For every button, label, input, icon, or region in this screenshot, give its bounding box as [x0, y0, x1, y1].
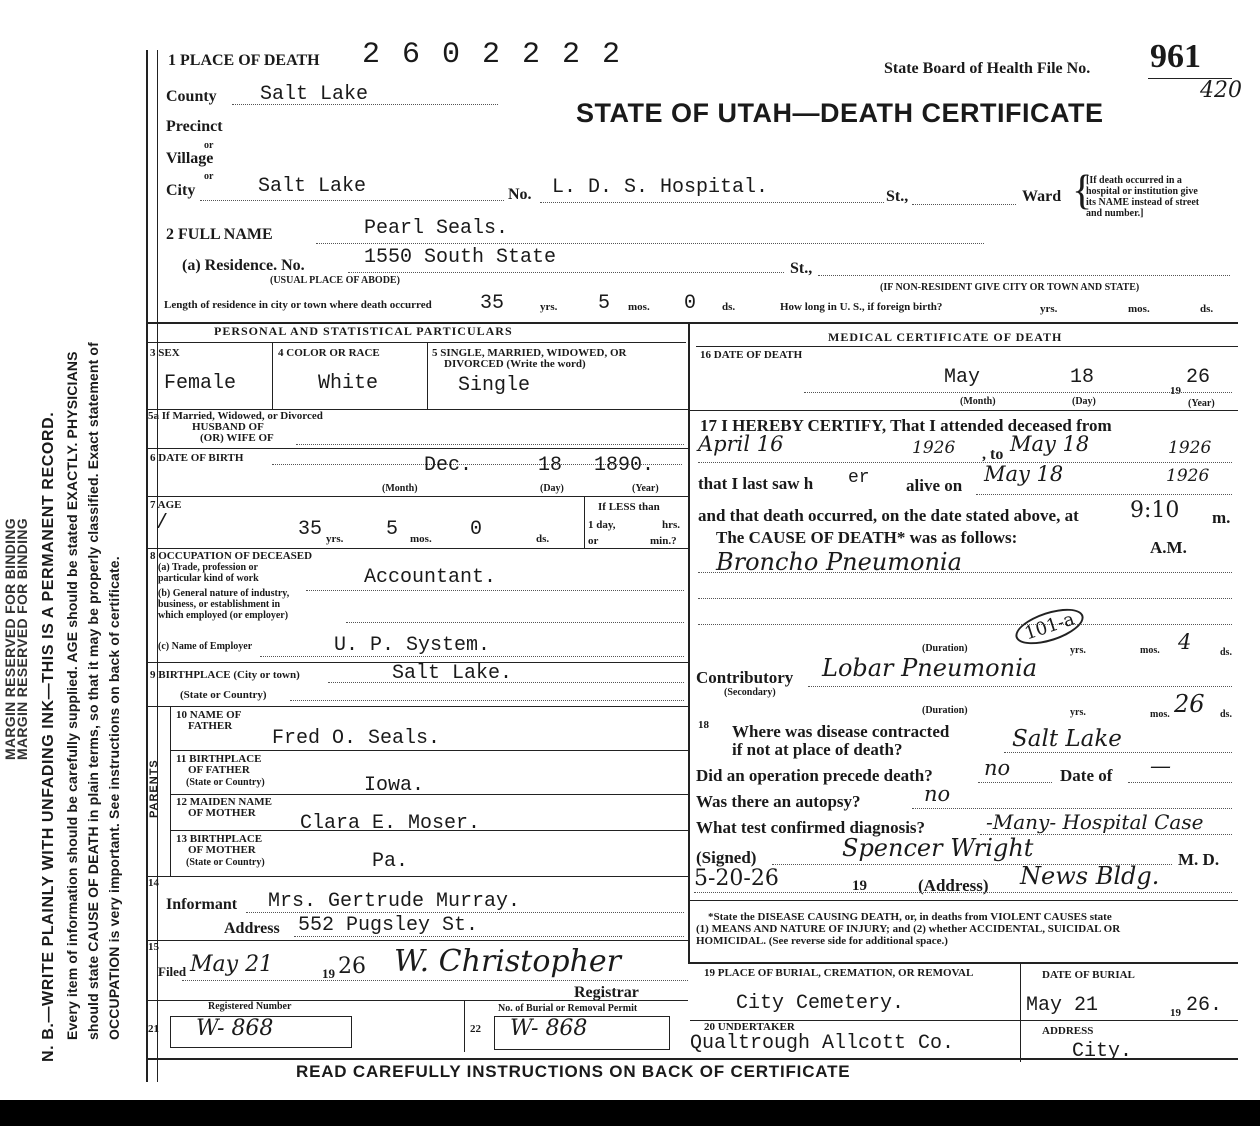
father-birthplace-value: Iowa. [364, 774, 425, 797]
mos-label: mos. [1140, 645, 1160, 656]
mother-birthplace-label-3: (State or Country) [186, 857, 265, 868]
attended-to-year: 1926 [1168, 438, 1212, 458]
sex-value: Female [164, 372, 237, 395]
item-21-number: 21 [148, 1023, 159, 1035]
date-of-birth-label: 6 DATE OF BIRTH [150, 452, 244, 464]
burial-date-value: May 21 [1026, 994, 1099, 1017]
signed-date-value: 5-20-26 [694, 866, 779, 891]
binding-margin-note: MARGIN RESERVED FOR BINDING [2, 518, 18, 760]
year-caption: (Year) [632, 483, 659, 494]
age-mos-value: 5 [386, 518, 399, 541]
color-race-value: White [318, 372, 379, 395]
dob-year-value: 1890. [594, 454, 655, 477]
margin-instruction-4: OCCUPATION is very important. See instructions on back of certificate. [106, 556, 122, 1040]
precinct-label: Precinct [166, 118, 223, 135]
contributory-label: Contributory [696, 668, 794, 687]
mother-birthplace-label: 13 BIRTHPLACE [176, 833, 263, 845]
birthplace-label: 9 BIRTHPLACE (City or town) [150, 669, 300, 681]
contributory-value: Lobar Pneumonia [822, 654, 1038, 682]
employer-value: U. P. System. [334, 634, 491, 657]
city-label: City [166, 182, 196, 199]
footer-instructions: READ CAREFULLY INSTRUCTIONS ON BACK OF CERTIFICATE [296, 1062, 851, 1081]
ward-note-line-1: [If death occurred in a [1086, 175, 1182, 186]
sex-label: 3 SEX [150, 347, 180, 359]
occupation-label-b: (b) General nature of industry, [158, 588, 290, 599]
ds-label: ds. [1220, 709, 1232, 720]
length-yrs-value: 35 [480, 292, 505, 315]
age-yrs-value: 35 [298, 518, 323, 541]
cause-duration-mos: 4 [1178, 630, 1192, 654]
cause-code-value: 101-a [1011, 602, 1088, 652]
father-birthplace-label-2: OF FATHER [188, 764, 250, 776]
margin-instruction-2: Every item of information should be carefully supplied. AGE should be stated EXACTLY. PHYSICIANS [64, 351, 80, 1040]
permit-number-label: No. of Burial or Removal Permit [498, 1003, 638, 1014]
filed-label: Filed [158, 964, 187, 979]
burial-place-value: City Cemetery. [736, 992, 905, 1015]
contracted-label: Where was disease contracted [732, 722, 950, 741]
operation-date-value: — [1150, 754, 1171, 778]
mos-label: mos. [1128, 303, 1150, 315]
father-birthplace-label-3: (State or Country) [186, 777, 265, 788]
length-ds-value: 0 [684, 292, 697, 315]
father-name-label-2: FATHER [188, 720, 233, 732]
registered-number-label: Registered Number [208, 1001, 292, 1012]
margin-instruction-3: should state CAUSE OF DEATH in plain terms, so that it may be properly classified. Exact statement of [85, 342, 101, 1040]
village-label: Village [166, 150, 214, 167]
autopsy-label: Was there an autopsy? [696, 792, 861, 811]
last-saw-label: that I last saw h [698, 474, 814, 493]
length-mos-value: 5 [598, 292, 611, 315]
mos-label: mos. [628, 301, 650, 313]
certificate-title: STATE OF UTAH—DEATH CERTIFICATE [576, 98, 1104, 128]
death-19-label: 19 [1170, 385, 1181, 397]
undertaker-address-value: City. [1072, 1040, 1133, 1063]
age-ds-value: 0 [470, 518, 483, 541]
occupation-value: Accountant. [364, 566, 497, 589]
place-of-death-label: 1 PLACE OF DEATH [168, 52, 320, 69]
ward-label: Ward [1022, 188, 1062, 205]
burial-year-value: 26. [1186, 994, 1223, 1017]
street-label: St., [886, 188, 909, 205]
contributory-duration-ds: 26 [1174, 690, 1205, 718]
registrar-signature: W. Christopher [394, 944, 622, 979]
husband-label-3: (OR) WIFE OF [200, 432, 274, 444]
ds-label: ds. [536, 533, 550, 545]
father-name-label: 10 NAME OF [176, 709, 242, 721]
alive-on-value: May 18 [984, 462, 1064, 486]
month-caption: (Month) [960, 396, 996, 407]
secondary-label: (Secondary) [724, 687, 776, 698]
residence-value: 1550 South State [364, 246, 557, 269]
color-race-label: 4 COLOR OR RACE [278, 347, 380, 359]
binding-margin-note-2: MARGIN RESERVED FOR BINDING [14, 518, 30, 760]
mother-name-label: 12 MAIDEN NAME [176, 796, 272, 808]
autopsy-value: no [924, 782, 951, 806]
registered-number-value: W- 868 [196, 1016, 274, 1041]
signed-19-label: 19 [852, 878, 867, 894]
street-no-value: L. D. S. Hospital. [552, 176, 769, 199]
duration-label: (Duration) [922, 705, 968, 716]
marital-label: 5 SINGLE, MARRIED, WIDOWED, OR [432, 347, 627, 359]
parents-label: PARENTS [148, 759, 160, 818]
item-18-number: 18 [698, 719, 709, 731]
m-label: m. [1212, 508, 1231, 527]
margin-instruction-1: N. B.—WRITE PLAINLY WITH UNFADING INK—THIS IS A PERMANENT RECORD. [40, 411, 57, 1062]
city-value: Salt Lake [258, 175, 367, 198]
employer-label: (c) Name of Employer [158, 641, 253, 652]
informant-address-value: 552 Pugsley St. [298, 914, 479, 937]
alive-on-year: 1926 [1166, 466, 1210, 486]
ds-label: ds. [1200, 303, 1214, 315]
marital-value: Single [458, 374, 531, 397]
item-15-number: 15 [148, 941, 159, 953]
county-label: County [166, 88, 217, 105]
burial-place-label: 19 PLACE OF BURIAL, CREMATION, OR REMOVAL [704, 967, 974, 979]
test-value: -Many- Hospital Case [986, 810, 1204, 834]
physician-address-label: (Address) [918, 876, 989, 895]
or-label: or [204, 171, 214, 182]
file-number-secondary: 420 [1200, 78, 1242, 103]
us-residence-label: How long in U. S., if foreign birth? [780, 301, 943, 313]
item-14-number: 14 [148, 877, 159, 889]
street-no-label: No. [508, 186, 532, 203]
less-than-label: If LESS than [598, 501, 660, 513]
ward-note-line-2: hospital or institution give [1086, 186, 1198, 197]
occupation-label-b3: which employed (or employer) [158, 610, 289, 621]
yrs-label: yrs. [1070, 645, 1086, 656]
mother-name-label-2: OF MOTHER [188, 807, 256, 819]
file-number-label: State Board of Health File No. [884, 60, 1091, 77]
alive-on-label: alive on [906, 476, 963, 495]
md-label: M. D. [1178, 850, 1220, 869]
yrs-label: yrs. [326, 533, 344, 545]
dob-day-value: 18 [538, 454, 563, 477]
yrs-label: yrs. [540, 301, 558, 313]
operation-date-label: Date of [1060, 766, 1113, 785]
dob-month-value: Dec. [424, 454, 473, 477]
year-caption: (Year) [1188, 398, 1215, 409]
death-year-value: 26 [1186, 366, 1211, 389]
last-saw-pronoun: er [848, 468, 870, 488]
form-left-border [146, 50, 148, 1082]
death-month-value: May [944, 366, 981, 389]
month-caption: (Month) [382, 483, 418, 494]
test-label: What test confirmed diagnosis? [696, 818, 926, 837]
yrs-label: yrs. [1040, 303, 1058, 315]
death-time-value: 9:10 [1130, 498, 1180, 523]
usual-place-note: (USUAL PLACE OF ABODE) [270, 275, 400, 286]
informant-label: Informant [166, 896, 238, 913]
min-label: min.? [650, 535, 677, 547]
registrar-label: Registrar [574, 984, 639, 1001]
undertaker-label: 20 UNDERTAKER [704, 1021, 795, 1033]
father-name-value: Fred O. Seals. [272, 727, 441, 750]
medical-section-title: MEDICAL CERTIFICATE OF DEATH [828, 330, 1063, 344]
physician-address-value: News Bldg. [1020, 862, 1160, 890]
duration-label: (Duration) [922, 643, 968, 654]
marital-label-2: DIVORCED (Write the word) [444, 358, 586, 370]
contracted-label-2: if not at place of death? [732, 740, 903, 759]
certificate-stamp-number: 2 6 0 2 2 2 2 [362, 38, 623, 72]
file-number: 961 [1150, 38, 1201, 75]
state-country-label: (State or Country) [180, 689, 267, 701]
or-label: or [588, 535, 599, 547]
cause-note-line-3: HOMICIDAL. (See reverse side for additional space.) [696, 935, 948, 947]
occupation-label-b2: business, or establishment in [158, 599, 281, 610]
physician-signature: Spencer Wright [842, 834, 1034, 862]
date-of-death-label: 16 DATE OF DEATH [700, 349, 803, 361]
mos-label: mos. [1150, 709, 1170, 720]
one-day-label: 1 day, [588, 519, 616, 531]
ward-note-line-3: its NAME instead of street [1086, 197, 1200, 208]
scan-bottom-edge [0, 1100, 1260, 1126]
non-resident-note: (IF NON-RESIDENT GIVE CITY OR TOWN AND STATE) [880, 282, 1140, 293]
contracted-value: Salt Lake [1012, 726, 1122, 752]
informant-value: Mrs. Gertrude Murray. [268, 890, 521, 913]
residence-street-label: St., [790, 260, 813, 277]
certify-label: 17 I HEREBY CERTIFY, That I attended deceased from [700, 416, 1112, 435]
ds-label: ds. [722, 301, 736, 313]
filed-19-label: 19 [322, 966, 335, 981]
occupation-label-a2: particular kind of work [158, 573, 259, 584]
occupation-label: 8 OCCUPATION OF DECEASED [150, 550, 313, 562]
day-caption: (Day) [1072, 396, 1096, 407]
birthplace-value: Salt Lake. [392, 662, 513, 685]
undertaker-value: Qualtrough Allcott Co. [690, 1032, 955, 1055]
permit-number-value: W- 868 [510, 1016, 588, 1041]
am-label: A.M. [1150, 538, 1187, 557]
column-divider [688, 322, 690, 962]
residence-label: (a) Residence. No. [182, 257, 305, 274]
burial-19-label: 19 [1170, 1007, 1181, 1019]
operation-value: no [984, 756, 1011, 780]
attended-from-year: 1926 [912, 438, 956, 458]
full-name-label: 2 FULL NAME [166, 226, 273, 243]
burial-date-label: DATE OF BURIAL [1042, 969, 1135, 981]
occupation-label-a: (a) Trade, profession or [158, 562, 258, 573]
father-birthplace-label: 11 BIRTHPLACE [176, 753, 262, 765]
day-caption: (Day) [540, 483, 564, 494]
full-name-value: Pearl Seals. [364, 217, 509, 240]
operation-label: Did an operation precede death? [696, 766, 933, 785]
husband-label-2: HUSBAND OF [192, 421, 264, 433]
personal-section-title: PERSONAL AND STATISTICAL PARTICULARS [214, 324, 513, 338]
signed-label: (Signed) [696, 848, 757, 867]
undertaker-address-label: ADDRESS [1042, 1025, 1094, 1037]
mother-birthplace-value: Pa. [372, 850, 409, 873]
brace-glyph: { [1072, 168, 1093, 214]
length-of-residence-label: Length of residence in city or town where death occurred [164, 299, 432, 311]
ds-label: ds. [1220, 647, 1232, 658]
cause-label: The CAUSE OF DEATH* was as follows: [716, 528, 1018, 547]
mother-birthplace-label-2: OF MOTHER [188, 844, 256, 856]
death-occurred-label: and that death occurred, on the date stated above, at [698, 506, 1079, 525]
attended-from-value: April 16 [698, 432, 784, 456]
yrs-label: yrs. [1070, 707, 1086, 718]
or-label: or [204, 140, 214, 151]
mos-label: mos. [410, 533, 432, 545]
cause-note-line-2: (1) MEANS AND NATURE OF INJURY; and (2) whether ACCIDENTAL, SUICIDAL OR [696, 923, 1121, 935]
hrs-label: hrs. [662, 519, 681, 531]
item-22-number: 22 [470, 1023, 481, 1035]
age-label: 7 AGE [150, 499, 182, 511]
ward-note-line-4: and number.] [1086, 208, 1144, 219]
husband-label: 5a If Married, Widowed, or Divorced [148, 410, 323, 422]
county-value: Salt Lake [260, 83, 369, 106]
informant-address-label: Address [224, 920, 280, 937]
attended-to-value: May 18 [1010, 432, 1090, 456]
cause-note-line-1: *State the DISEASE CAUSING DEATH, or, in deaths from VIOLENT CAUSES state [708, 911, 1112, 923]
to-label: , to [982, 446, 1004, 463]
cause-value: Broncho Pneumonia [716, 548, 962, 576]
filed-date-value: May 21 [190, 952, 274, 977]
mother-name-value: Clara E. Moser. [300, 812, 481, 835]
filed-year-value: 26 [338, 954, 366, 979]
death-day-value: 18 [1070, 366, 1095, 389]
